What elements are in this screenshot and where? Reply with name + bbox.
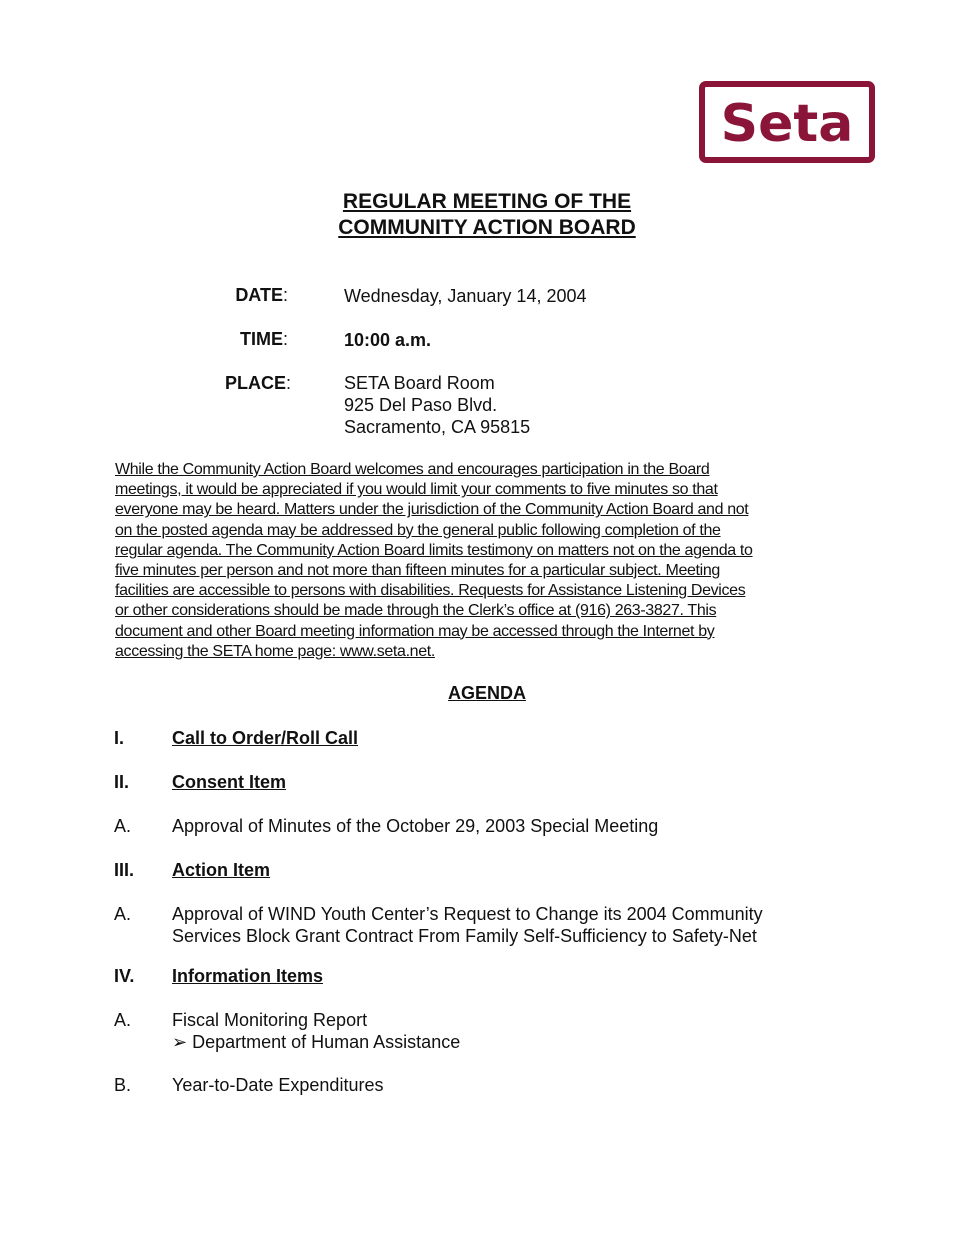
seta-logo bbox=[699, 81, 875, 163]
place-value bbox=[344, 372, 530, 438]
place-label: PLACE: bbox=[224, 373, 291, 393]
item-letter: B. bbox=[114, 1075, 132, 1095]
notice-line: facilities are accessible to persons with disabilities. Requests for Assistance Listening Devices bbox=[115, 582, 746, 600]
place-line: 925 Del Paso Blvd. bbox=[344, 395, 498, 415]
logo-text: Seta bbox=[720, 94, 854, 154]
agenda-item-ytd-expenditures: Year-to-Date Expenditures bbox=[172, 1075, 384, 1095]
title-line-2: COMMUNITY ACTION BOARD bbox=[338, 216, 636, 239]
item-letter: A. bbox=[114, 816, 132, 836]
public-notice bbox=[115, 460, 860, 662]
section-number: II. bbox=[114, 772, 130, 792]
notice-line: document and other Board meeting information may be accessed through the Internet by bbox=[115, 622, 715, 640]
notice-line: everyone may be heard. Matters under the jurisdiction of the Community Action Board and not bbox=[115, 501, 749, 519]
notice-line: on the posted agenda may be addressed by the general public following completion of the bbox=[115, 521, 721, 539]
title-line-1: REGULAR MEETING OF THE bbox=[342, 190, 632, 213]
section-heading-information: Information Items bbox=[172, 966, 324, 986]
agenda-item-wind-request bbox=[172, 903, 763, 947]
notice-line: five minutes per person and not more than fifteen minutes for a particular subject. Meeting bbox=[115, 562, 720, 580]
section-heading-consent: Consent Item bbox=[172, 772, 287, 792]
item-letter: A. bbox=[114, 904, 132, 924]
agenda-item-minutes-approval: Approval of Minutes of the October 29, 2003 Special Meeting bbox=[172, 816, 659, 836]
section-heading-action: Action Item bbox=[172, 860, 271, 880]
section-number: IV. bbox=[114, 966, 135, 986]
item-letter: A. bbox=[114, 1010, 132, 1030]
notice-line: While the Community Action Board welcomes and encourages participation in the Board bbox=[115, 461, 710, 478]
date-label: DATE: bbox=[235, 285, 288, 305]
item-line: Services Block Grant Contract From Family Self-Sufficiency to Safety-Net bbox=[172, 926, 757, 946]
time-label: TIME: bbox=[239, 329, 288, 349]
section-number: I. bbox=[114, 728, 125, 748]
place-line: SETA Board Room bbox=[344, 373, 495, 393]
time-value: 10:00 a.m. bbox=[344, 330, 432, 350]
notice-line: accessing the SETA home page: www.seta.net. bbox=[115, 642, 435, 660]
place-line: Sacramento, CA 95815 bbox=[344, 417, 531, 437]
notice-line: regular agenda. The Community Action Board limits testimony on matters not on the agenda to bbox=[115, 541, 753, 559]
sub-bullet-item: ➢ Department of Human Assistance bbox=[172, 1032, 461, 1052]
agenda-title: AGENDA bbox=[447, 683, 526, 703]
notice-line: or other considerations should be made through the Clerk’s office at (916) 263-3827. This bbox=[115, 602, 717, 620]
notice-line: meetings, it would be appreciated if you would limit your comments to five minutes so that bbox=[115, 481, 718, 499]
date-value: Wednesday, January 14, 2004 bbox=[344, 286, 587, 306]
section-number: III. bbox=[114, 860, 135, 880]
section-heading-call-to-order: Call to Order/Roll Call bbox=[172, 728, 359, 748]
agenda-item-fiscal-monitoring bbox=[172, 1009, 460, 1053]
item-line: Approval of WIND Youth Center’s Request to Change its 2004 Community bbox=[172, 904, 763, 924]
item-line: Fiscal Monitoring Report bbox=[172, 1010, 368, 1030]
